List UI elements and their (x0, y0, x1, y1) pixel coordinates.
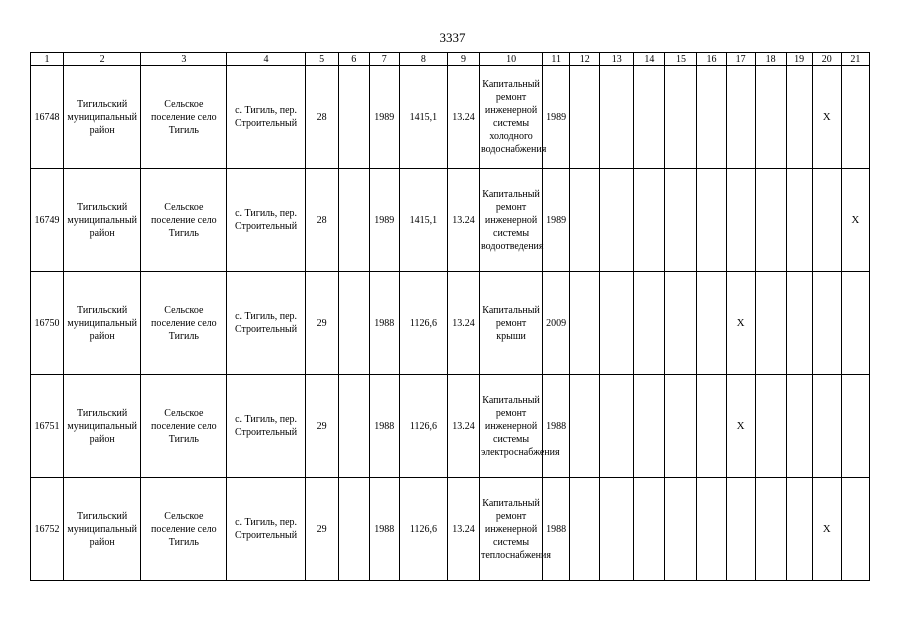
column-header-5: 5 (305, 53, 338, 66)
column-header-14: 14 (634, 53, 665, 66)
table-cell-col-1: 16752 (31, 478, 64, 581)
table-cell-col-8: 1126,6 (399, 478, 447, 581)
table-cell-col-9: 13.24 (447, 272, 479, 375)
table-cell-col-3: Сельское поселение село Тигиль (141, 478, 227, 581)
table-cell-col-12 (570, 66, 600, 169)
column-header-16: 16 (697, 53, 726, 66)
column-header-18: 18 (755, 53, 786, 66)
table-cell-col-10: Капитальный ремонт инженерной системы водоотведения (480, 169, 543, 272)
table-cell-col-4: с. Тигиль, пер. Строительный (227, 478, 305, 581)
table-cell-col-2: Тигильский муниципальный район (64, 478, 141, 581)
table-cell-col-14 (634, 478, 665, 581)
table-cell-col-15 (665, 272, 697, 375)
table-cell-col-5: 28 (305, 66, 338, 169)
table-cell-col-9: 13.24 (447, 375, 479, 478)
table-cell-col-10: Капитальный ремонт крыши (480, 272, 543, 375)
table-cell-col-5: 29 (305, 375, 338, 478)
column-header-12: 12 (570, 53, 600, 66)
table-cell-col-13 (600, 478, 634, 581)
table-cell-col-10: Капитальный ремонт инженерной системы теплоснабжения (480, 478, 543, 581)
table-cell-col-19 (786, 169, 812, 272)
column-header-7: 7 (369, 53, 399, 66)
table-cell-col-16 (697, 478, 726, 581)
table-cell-col-12 (570, 272, 600, 375)
table-cell-col-5: 28 (305, 169, 338, 272)
table-cell-col-17: X (726, 375, 755, 478)
table-cell-col-2: Тигильский муниципальный район (64, 375, 141, 478)
column-header-6: 6 (338, 53, 369, 66)
column-header-2: 2 (64, 53, 141, 66)
table-cell-col-17: X (726, 272, 755, 375)
table-cell-col-6 (338, 375, 369, 478)
table-cell-col-13 (600, 272, 634, 375)
table-cell-col-1: 16748 (31, 66, 64, 169)
table-cell-col-17 (726, 169, 755, 272)
table-cell-col-16 (697, 272, 726, 375)
table-cell-col-18 (755, 272, 786, 375)
table-cell-col-14 (634, 272, 665, 375)
table-cell-col-9: 13.24 (447, 66, 479, 169)
table-cell-col-6 (338, 478, 369, 581)
table-cell-col-8: 1415,1 (399, 66, 447, 169)
table-cell-col-10: Капитальный ремонт инженерной системы электроснабжения (480, 375, 543, 478)
table-cell-col-15 (665, 375, 697, 478)
column-header-10: 10 (480, 53, 543, 66)
table-cell-col-3: Сельское поселение село Тигиль (141, 169, 227, 272)
table-cell-col-11: 1989 (543, 66, 570, 169)
table-cell-col-2: Тигильский муниципальный район (64, 169, 141, 272)
table-cell-col-18 (755, 66, 786, 169)
column-header-1: 1 (31, 53, 64, 66)
table-cell-col-3: Сельское поселение село Тигиль (141, 66, 227, 169)
table-cell-col-16 (697, 375, 726, 478)
column-header-20: 20 (812, 53, 841, 66)
table-cell-col-2: Тигильский муниципальный район (64, 272, 141, 375)
table-cell-col-21 (841, 272, 869, 375)
column-header-11: 11 (543, 53, 570, 66)
table-cell-col-20 (812, 375, 841, 478)
column-header-19: 19 (786, 53, 812, 66)
table-cell-col-4: с. Тигиль, пер. Строительный (227, 66, 305, 169)
column-header-3: 3 (141, 53, 227, 66)
table-row (31, 66, 870, 169)
table-cell-col-4: с. Тигиль, пер. Строительный (227, 169, 305, 272)
table-cell-col-4: с. Тигиль, пер. Строительный (227, 272, 305, 375)
table-cell-col-3: Сельское поселение село Тигиль (141, 272, 227, 375)
table-cell-col-13 (600, 169, 634, 272)
table-cell-col-13 (600, 66, 634, 169)
column-header-17: 17 (726, 53, 755, 66)
table-cell-col-20 (812, 169, 841, 272)
table-cell-col-6 (338, 272, 369, 375)
table-cell-col-7: 1988 (369, 478, 399, 581)
table-cell-col-14 (634, 66, 665, 169)
table-cell-col-5: 29 (305, 478, 338, 581)
table-cell-col-20: X (812, 478, 841, 581)
table-cell-col-19 (786, 375, 812, 478)
table-cell-col-20: X (812, 66, 841, 169)
table-body (31, 66, 870, 581)
table-cell-col-19 (786, 66, 812, 169)
table-cell-col-5: 29 (305, 272, 338, 375)
table-cell-col-11: 1988 (543, 478, 570, 581)
table-cell-col-6 (338, 169, 369, 272)
table-cell-col-7: 1988 (369, 272, 399, 375)
table-cell-col-9: 13.24 (447, 478, 479, 581)
column-header-4: 4 (227, 53, 305, 66)
table-cell-col-1: 16750 (31, 272, 64, 375)
column-header-21: 21 (841, 53, 869, 66)
table-cell-col-15 (665, 478, 697, 581)
table-cell-col-7: 1988 (369, 375, 399, 478)
table-cell-col-6 (338, 66, 369, 169)
table-cell-col-2: Тигильский муниципальный район (64, 66, 141, 169)
table-cell-col-16 (697, 169, 726, 272)
table-row (31, 169, 870, 272)
table-cell-col-4: с. Тигиль, пер. Строительный (227, 375, 305, 478)
table-cell-col-10: Капитальный ремонт инженерной системы холодного водоснабжения (480, 66, 543, 169)
column-header-13: 13 (600, 53, 634, 66)
table-cell-col-21: X (841, 169, 869, 272)
table-cell-col-21 (841, 375, 869, 478)
table-cell-col-20 (812, 272, 841, 375)
table-cell-col-8: 1415,1 (399, 169, 447, 272)
table-cell-col-18 (755, 169, 786, 272)
table-header (31, 53, 870, 66)
table-cell-col-14 (634, 169, 665, 272)
table-cell-col-8: 1126,6 (399, 375, 447, 478)
table-cell-col-14 (634, 375, 665, 478)
table-cell-col-16 (697, 66, 726, 169)
header-row (31, 53, 870, 66)
table-cell-col-11: 1988 (543, 375, 570, 478)
table-cell-col-15 (665, 66, 697, 169)
table-cell-col-17 (726, 478, 755, 581)
table-cell-col-19 (786, 272, 812, 375)
table-cell-col-11: 2009 (543, 272, 570, 375)
table-cell-col-19 (786, 478, 812, 581)
table-cell-col-17 (726, 66, 755, 169)
table-cell-col-15 (665, 169, 697, 272)
page-number: 3337 (439, 30, 466, 45)
table-cell-col-7: 1989 (369, 66, 399, 169)
table-cell-col-1: 16751 (31, 375, 64, 478)
registry-table (30, 52, 870, 581)
table-row (31, 272, 870, 375)
table-cell-col-12 (570, 169, 600, 272)
table-row (31, 375, 870, 478)
table-row (31, 478, 870, 581)
table-cell-col-21 (841, 66, 869, 169)
table-cell-col-21 (841, 478, 869, 581)
table-cell-col-18 (755, 375, 786, 478)
table-cell-col-7: 1989 (369, 169, 399, 272)
table-cell-col-18 (755, 478, 786, 581)
column-header-15: 15 (665, 53, 697, 66)
table-cell-col-12 (570, 478, 600, 581)
table-cell-col-13 (600, 375, 634, 478)
table-cell-col-9: 13.24 (447, 169, 479, 272)
column-header-8: 8 (399, 53, 447, 66)
table-cell-col-1: 16749 (31, 169, 64, 272)
table-cell-col-12 (570, 375, 600, 478)
table-cell-col-3: Сельское поселение село Тигиль (141, 375, 227, 478)
table-cell-col-11: 1989 (543, 169, 570, 272)
column-header-9: 9 (447, 53, 479, 66)
table-cell-col-8: 1126,6 (399, 272, 447, 375)
